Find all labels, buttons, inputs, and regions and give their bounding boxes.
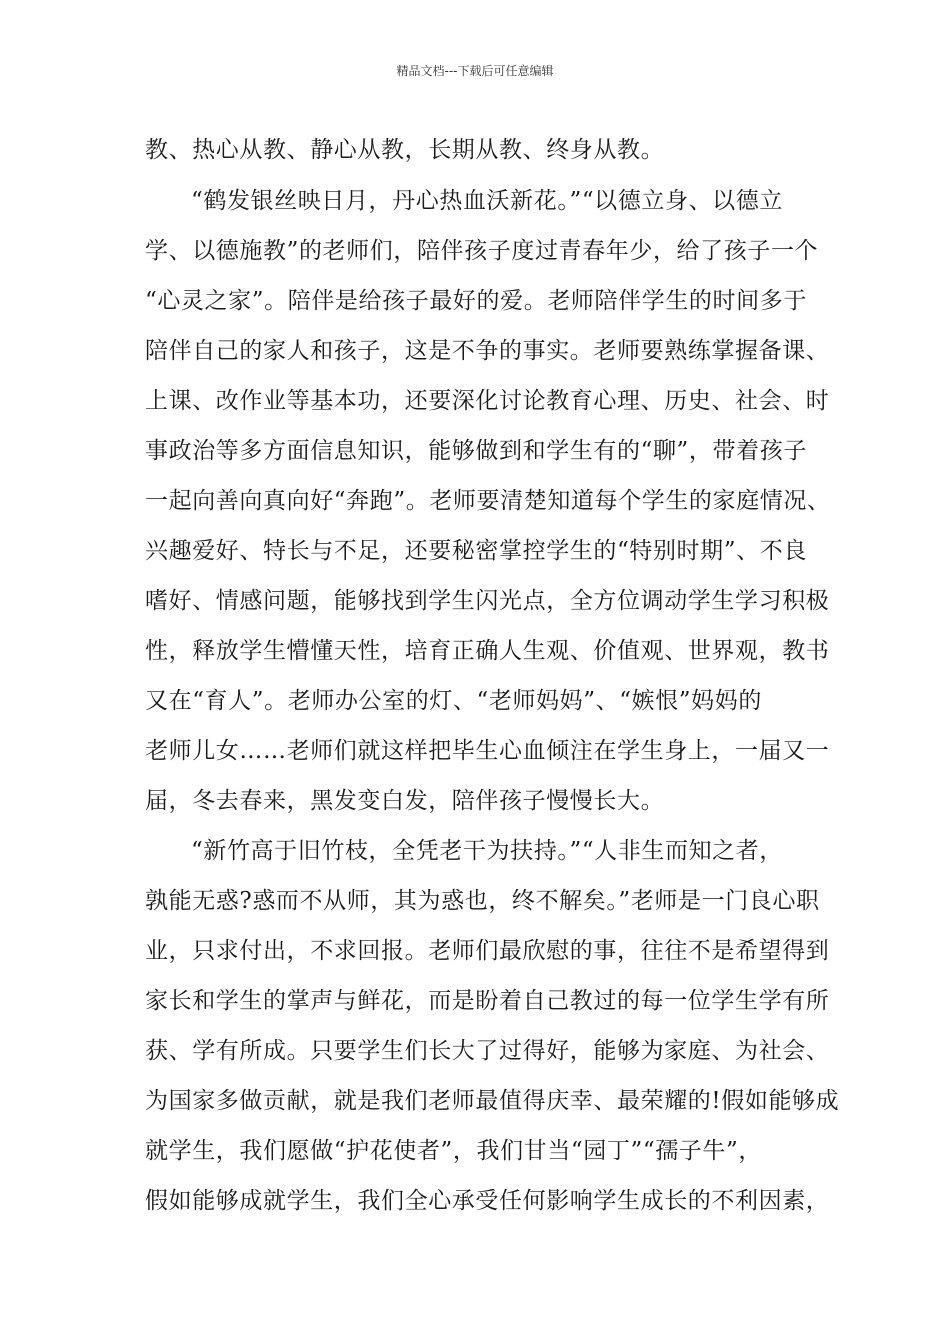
paragraph-start-line: “新竹高于旧竹枝，全凭老干为扶持。”“人非生而知之者，: [191, 838, 783, 864]
body-line: 届，冬去春来，黑发变白发，陪伴孩子慢慢长大。: [145, 788, 665, 814]
body-line: 上课、改作业等基本功，还要深化讨论教育心理、历史、社会、时: [145, 388, 830, 414]
body-line: 事政治等多方面信息知识，能够做到和学生有的“聊”，带着孩子: [145, 438, 807, 464]
body-line: 性，释放学生懵懂天性，培育正确人生观、价值观、世界观，教书: [145, 638, 830, 664]
body-line: 老师儿女……老师们就这样把毕生心血倾注在学生身上，一届又一: [145, 738, 830, 764]
body-line: 业，只求付出，不求回报。老师们最欣慰的事，往往不是希望得到: [145, 938, 830, 964]
body-line: 兴趣爱好、特长与不足，还要秘密掌控学生的“特别时期”、不良: [145, 538, 807, 564]
paragraph-start-line: “鹤发银丝映日月，丹心热血沃新花。”“以德立身、以德立: [191, 188, 783, 214]
body-line: 一起向善向真向好“奔跑”。老师要清楚知道每个学生的家庭情况、: [145, 488, 831, 514]
body-line: “心灵之家”。陪伴是给孩子最好的爱。老师陪伴学生的时间多于: [145, 288, 807, 314]
body-line: 嗜好、情感问题，能够找到学生闪光点，全方位调动学生学习积极: [145, 588, 830, 614]
body-line: 陪伴自己的家人和孩子，这是不争的事实。老师要熟练掌握备课、: [145, 338, 830, 364]
body-line: 教、热心从教、静心从教，长期从教、终身从教。: [145, 137, 665, 163]
body-line: 假如能够成就学生，我们全心承受任何影响学生成长的不利因素，: [145, 1188, 830, 1214]
body-line: 就学生，我们愿做“护花使者”，我们甘当“园丁”“孺子牛”，: [145, 1138, 762, 1164]
body-line: 又在“育人”。老师办公室的灯、“老师妈妈”、“嫉恨”妈妈的: [145, 688, 762, 714]
body-line: 获、学有所成。只要学生们长大了过得好，能够为家庭、为社会、: [145, 1038, 830, 1064]
body-line: 为国家多做贡献，就是我们老师最值得庆幸、最荣耀的!假如能够成: [145, 1088, 840, 1114]
body-line: 孰能无惑?惑而不从师，其为惑也，终不解矣。”老师是一门良心职: [145, 888, 820, 914]
body-line: 家长和学生的掌声与鲜花，而是盼着自己教过的每一位学生学有所: [145, 988, 830, 1014]
page-header: 精品文档---下载后可任意编辑: [396, 64, 554, 78]
body-line: 学、以德施教”的老师们，陪伴孩子度过青春年少，给了孩子一个: [145, 238, 819, 264]
